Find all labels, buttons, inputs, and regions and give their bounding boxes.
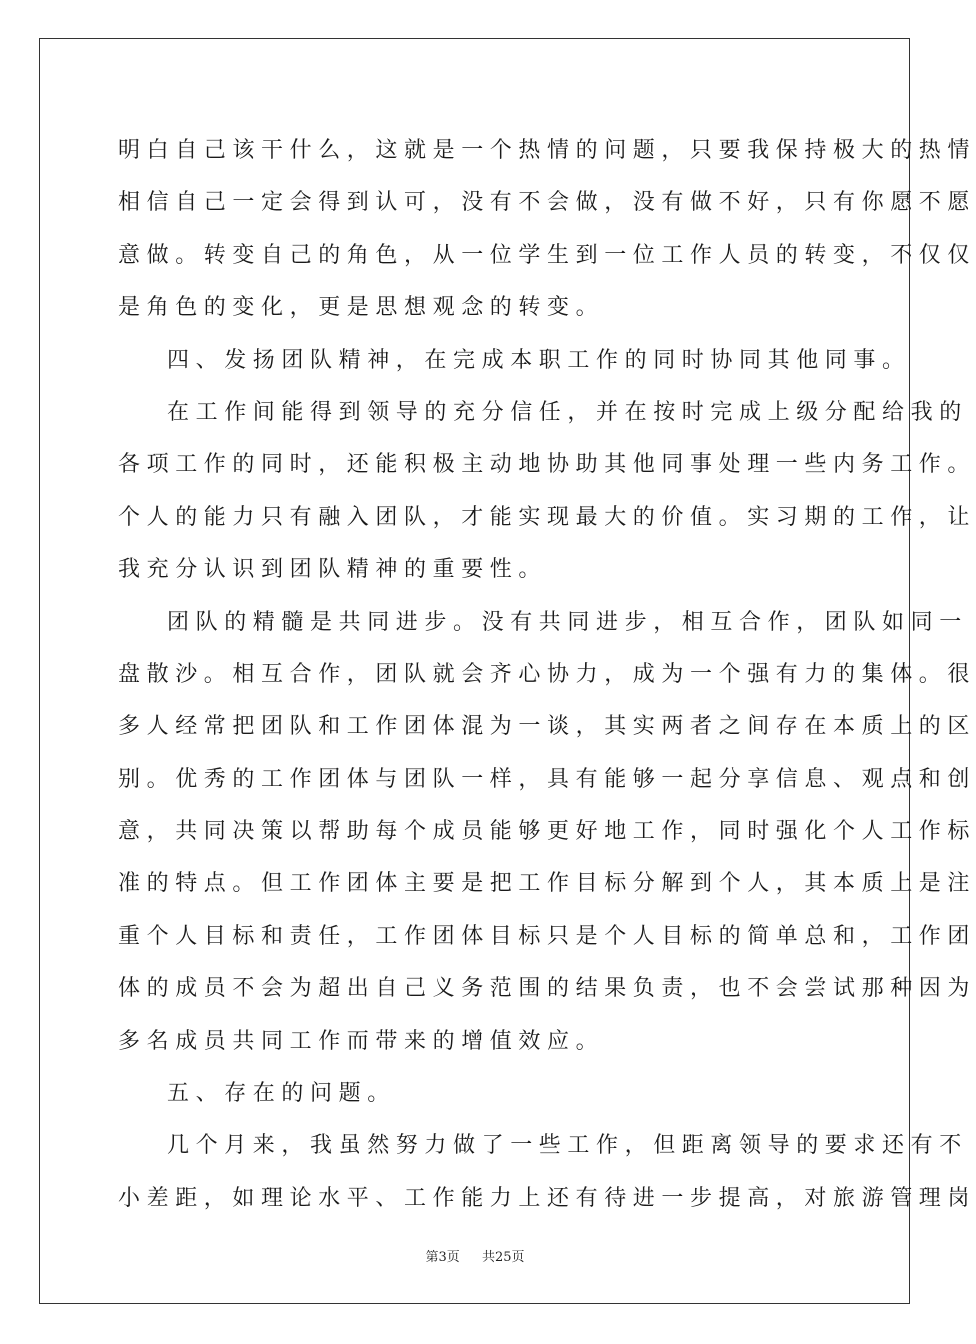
text-line: 小差距，如理论水平、工作能力上还有待进一步提高，对旅游管理岗 bbox=[118, 1185, 976, 1211]
text-line: 团队的精髓是共同进步。没有共同进步，相互合作，团队如同一 bbox=[167, 609, 968, 635]
text-line: 体的成员不会为超出自己义务范围的结果负责，也不会尝试那种因为 bbox=[118, 976, 976, 1002]
text-line: 多名成员共同工作而带来的增值效应。 bbox=[118, 1028, 605, 1054]
text-line: 我充分认识到团队精神的重要性。 bbox=[118, 557, 548, 583]
text-line: 五、存在的问题。 bbox=[167, 1081, 396, 1107]
text-line: 个人的能力只有融入团队，才能实现最大的价值。实习期的工作，让 bbox=[118, 504, 976, 530]
page-total: 共25页 bbox=[482, 1250, 525, 1265]
text-line: 盘散沙。相互合作，团队就会齐心协力，成为一个强有力的集体。很 bbox=[118, 661, 976, 687]
document-body bbox=[118, 125, 976, 1225]
text-line: 四、发扬团队精神，在完成本职工作的同时协同其他同事。 bbox=[167, 347, 911, 373]
text-line: 几个月来，我虽然努力做了一些工作，但距离领导的要求还有不 bbox=[167, 1133, 968, 1159]
text-line: 准的特点。但工作团体主要是把工作目标分解到个人，其本质上是注 bbox=[118, 871, 976, 897]
text-line: 明白自己该干什么，这就是一个热情的问题，只要我保持极大的热情 bbox=[118, 138, 976, 163]
text-line: 多人经常把团队和工作团体混为一谈，其实两者之间存在本质上的区 bbox=[118, 714, 976, 740]
text-line: 相信自己一定会得到认可，没有不会做，没有做不好，只有你愿不愿 bbox=[118, 190, 976, 216]
page-footer bbox=[0, 1246, 950, 1265]
text-line: 意，共同决策以帮助每个成员能够更好地工作，同时强化个人工作标 bbox=[118, 819, 976, 845]
text-line: 重个人目标和责任，工作团体目标只是个人目标的简单总和，工作团 bbox=[118, 923, 976, 949]
text-line: 别。优秀的工作团体与团队一样，具有能够一起分享信息、观点和创 bbox=[118, 766, 976, 792]
text-line: 在工作间能得到领导的充分信任，并在按时完成上级分配给我的 bbox=[167, 399, 968, 425]
text-line: 意做。转变自己的角色，从一位学生到一位工作人员的转变，不仅仅 bbox=[118, 242, 976, 268]
page-number: 第3页 bbox=[425, 1250, 460, 1265]
text-line: 是角色的变化，更是思想观念的转变。 bbox=[118, 295, 605, 321]
text-line: 各项工作的同时，还能积极主动地协助其他同事处理一些内务工作。 bbox=[118, 452, 976, 478]
